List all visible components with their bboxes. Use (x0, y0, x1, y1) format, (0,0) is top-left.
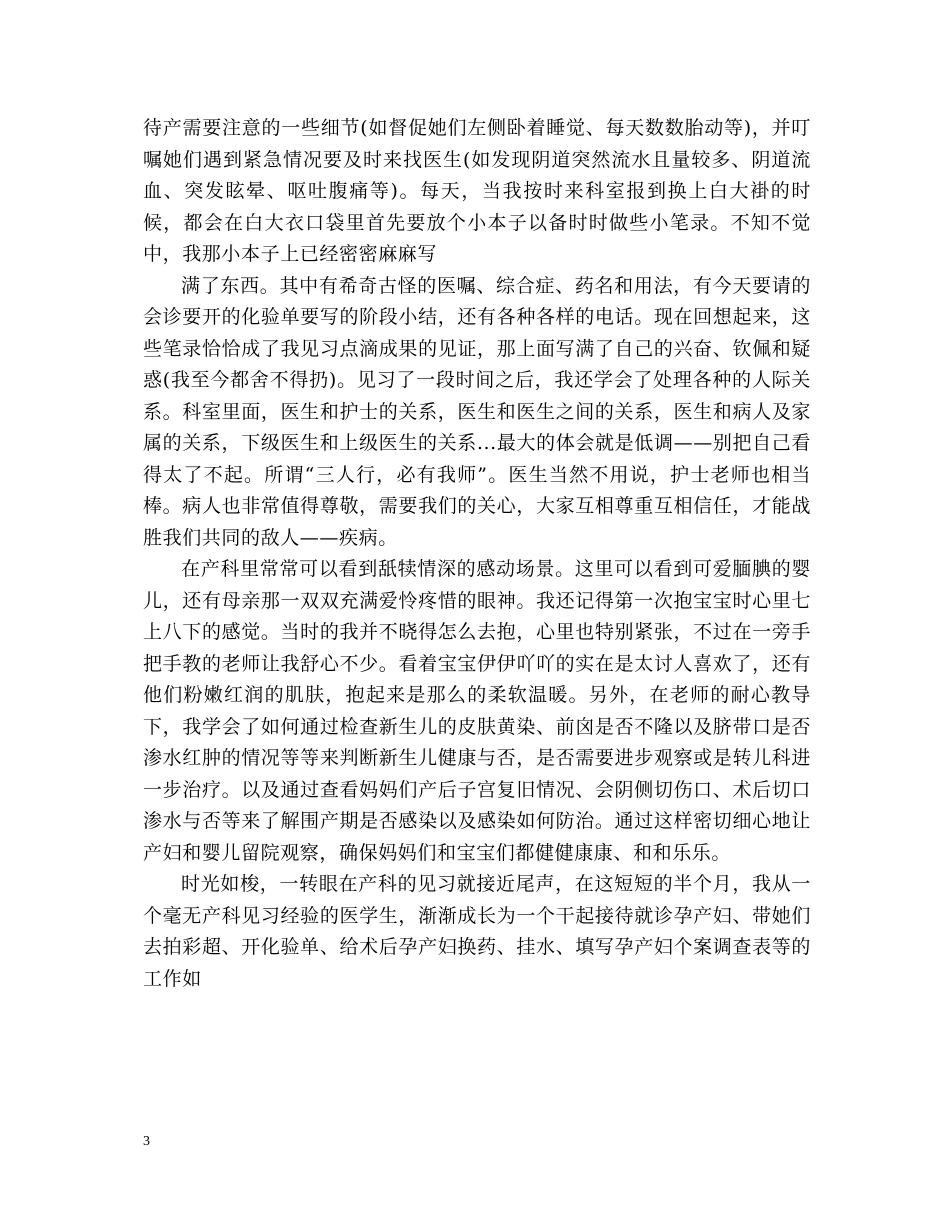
paragraph-3: 在产科里常常可以看到舐犊情深的感动场景。这里可以看到可爱腼腆的婴儿，还有母亲那一双双充满爱怜疼惜的眼神。我还记得第一次抱宝宝时心里七上八下的感觉。当时的我并不晓得怎么去抱，心里也特别紧张，不过在一旁手把手教的老师让我舒心不少。看着宝宝伊伊吖吖的实在是太讨人喜欢了，还有他们粉嫩红润的肌肤，抱起来是那么的柔软温暖。另外，在老师的耐心教导下，我学会了如何通过检查新生儿的皮肤黄染、前囟是否不隆以及脐带口是否渗水红肿的情况等等来判断新生儿健康与否，是否需要进步观察或是转儿科进一步治疗。以及通过查看妈妈们产后子宫复旧情况、会阴侧切伤口、术后切口渗水与否等来了解围产期是否感染以及感染如何防治。通过这样密切细心地让产妇和婴儿留院观察，确保妈妈们和宝宝们都健健康康、和和乐乐。 (143, 558, 811, 864)
body-text (143, 113, 811, 995)
paragraph-1: 待产需要注意的一些细节(如督促她们左侧卧着睡觉、每天数数胎动等)，并叮嘱她们遇到紧急情况要及时来找医生(如发现阴道突然流水且量较多、阴道流血、突发眩晕、呕吐腹痛等)。每天，当我按时来科室报到换上白大褂的时候，都会在白大衣口袋里首先要放个小本子以备时时做些小笔录。不知不觉中，我那小本子上已经密密麻麻写 (143, 117, 811, 265)
paragraph-2: 满了东西。其中有希奇古怪的医嘱、综合症、药名和用法，有今天要请的会诊要开的化验单要写的阶段小结，还有各种各样的电话。现在回想起来，这些笔录恰恰成了我见习点滴成果的见证，那上面写满了自己的兴奋、钦佩和疑惑(我至今都舍不得扔)。见习了一段时间之后，我还学会了处理各种的人际关系。科室里面，医生和护士的关系，医生和医生之间的关系，医生和病人及家属的关系，下级医生和上级医生的关系...最大的体会就是低调——别把自己看得太了不起。所谓“三人行，必有我师”。医生当然不用说，护士老师也相当棒。病人也非常值得尊敬，需要我们的关心，大家互相尊重互相信任，才能战胜我们共同的敌人——疾病。 (143, 274, 811, 549)
page-number: 3 (143, 1134, 150, 1149)
paragraph-4: 时光如梭，一转眼在产科的见习就接近尾声，在这短短的半个月，我从一个毫无产科见习经验的医学生，渐渐成长为一个干起接待就诊孕产妇、带她们去拍彩超、开化验单、给术后孕产妇换药、挂水、填写孕产妇个案调查表等的工作如 (143, 873, 811, 990)
